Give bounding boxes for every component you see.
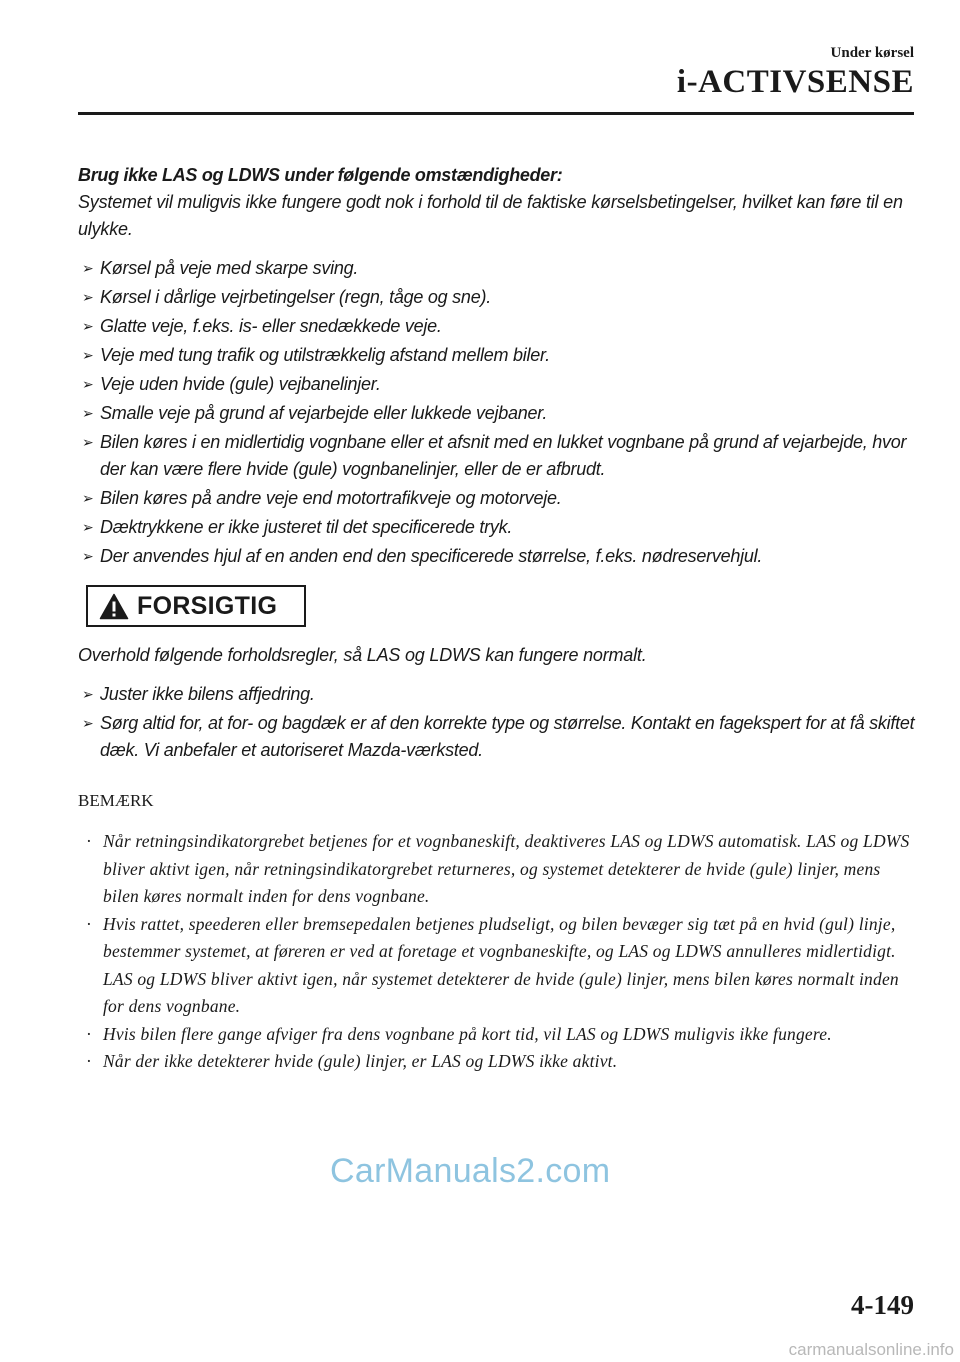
list-item: ➢ Kørsel i dårlige vejrbetingelser (regn, tåge og sne).: [78, 284, 918, 311]
list-item: ➢ Dæktrykkene er ikke justeret til det specificerede tryk.: [78, 514, 918, 541]
dot-bullet-icon: ·: [86, 831, 93, 851]
warning-section: [78, 163, 918, 572]
list-item: ➢ Smalle veje på grund af vejarbejde eller lukkede vejbaner.: [78, 400, 918, 427]
caution-section: [78, 642, 918, 766]
arrow-bullet-icon: ➢: [82, 405, 94, 421]
warning-bullet-list: [78, 255, 918, 570]
note-title: BEMÆRK: [78, 791, 154, 810]
page-header: [677, 44, 914, 100]
footer-watermark: carmanualsonline.info: [788, 1340, 954, 1359]
arrow-bullet-icon: ➢: [82, 686, 94, 702]
header-divider: [78, 112, 914, 115]
arrow-bullet-icon: ➢: [82, 260, 94, 276]
arrow-bullet-icon: ➢: [82, 490, 94, 506]
arrow-bullet-icon: ➢: [82, 519, 94, 535]
page-title: i-ACTIVSENSE: [676, 64, 914, 100]
warning-intro: Systemet vil muligvis ikke fungere godt nok i forhold til de faktiske kørselsbetingelser, hvilket kan føre til en ulykke.: [78, 192, 903, 239]
watermark: CarManuals2.com: [330, 1152, 611, 1190]
list-item: · Når retningsindikatorgrebet betjenes for et vognbaneskift, deaktiveres LAS og LDWS automatisk. LAS og LDWS bliver aktivt igen, når retningsindikatorgrebet returneres, og systemet detekterer de hvide (gule) linjer, mens bilen køres normalt inden for dens vognbane.: [78, 828, 918, 911]
list-item: ➢ Glatte veje, f.eks. is- eller snedækkede veje.: [78, 313, 918, 340]
arrow-bullet-icon: ➢: [82, 289, 94, 305]
dot-bullet-icon: ·: [86, 1023, 93, 1044]
list-item: · Hvis rattet, speederen eller bremsepedalen betjenes pludseligt, og bilen bevæger sig tæt på en hvid (gul) linje, bestemmer systemet, at føreren er ved at foretage et vognbaneskifte, og LAS og LDWS annulleres midlertidigt. LAS og LDWS bliver aktivt igen, når systemet detekterer de hvide (gule) linjer, mens bilen køres normalt inden for dens vognbane.: [78, 911, 918, 1021]
arrow-bullet-icon: ➢: [82, 715, 94, 731]
dot-bullet-icon: ·: [86, 913, 93, 934]
list-item: ➢ Kørsel på veje med skarpe sving.: [78, 255, 918, 282]
list-item: ➢ Veje med tung trafik og utilstrækkelig afstand mellem biler.: [78, 342, 918, 369]
warning-triangle-icon: [99, 593, 129, 620]
arrow-bullet-icon: ➢: [82, 548, 94, 564]
page-number: 4-149: [851, 1290, 914, 1320]
list-item: · Hvis bilen flere gange afviger fra dens vognbane på kort tid, vil LAS og LDWS muligvis ikke fungere.: [78, 1021, 918, 1049]
arrow-bullet-icon: ➢: [82, 318, 94, 334]
arrow-bullet-icon: ➢: [82, 376, 94, 392]
warning-heading: Brug ikke LAS og LDWS under følgende omstændigheder:: [78, 165, 563, 185]
list-item: ➢ Der anvendes hjul af en anden end den specificerede størrelse, f.eks. nødreservehjul.: [78, 543, 918, 570]
list-item: ➢ Bilen køres på andre veje end motortrafikveje og motorveje.: [78, 485, 918, 512]
caution-label: FORSIGTIG: [137, 591, 278, 620]
arrow-bullet-icon: ➢: [82, 434, 94, 450]
list-item: ➢ Juster ikke bilens affjedring.: [78, 681, 918, 708]
list-item: ➢ Bilen køres i en midlertidig vognbane eller et afsnit med en lukket vognbane på grund af vejarbejde, hvor der kan være flere hvide (gule) vognbanelinjer, eller de er afbrudt.: [78, 429, 918, 483]
section-label: Under kørsel: [830, 45, 914, 61]
list-item: ➢ Sørg altid for, at for- og bagdæk er af den korrekte type og størrelse. Kontakt en fagekspert for at få skiftet dæk. Vi anbefaler et autoriseret Mazda-værksted.: [78, 710, 918, 764]
list-item: · Når der ikke detekterer hvide (gule) linjer, er LAS og LDWS ikke aktivt.: [78, 1048, 918, 1076]
caution-intro: Overhold følgende forholdsregler, så LAS og LDWS kan fungere normalt.: [78, 645, 647, 665]
caution-label-box: [86, 585, 306, 627]
dot-bullet-icon: ·: [86, 1051, 93, 1071]
note-section: [78, 790, 918, 1076]
list-item: ➢ Veje uden hvide (gule) vejbanelinjer.: [78, 371, 918, 398]
arrow-bullet-icon: ➢: [82, 347, 94, 363]
